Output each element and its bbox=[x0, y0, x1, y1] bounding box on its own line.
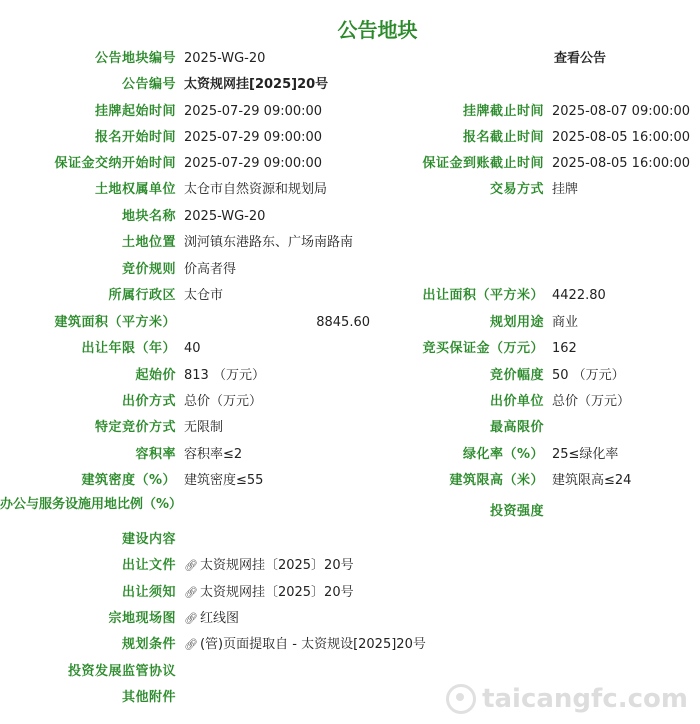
attachment-site-map[interactable] bbox=[184, 606, 239, 632]
attachment-transfer-doc-label: 太资规网挂〔2025〕20号 bbox=[199, 558, 354, 573]
value-planned-use: 商业 bbox=[552, 315, 579, 330]
label-investment-intensity: 投资强度 bbox=[489, 504, 544, 519]
label-site-map: 宗地现场图 bbox=[108, 611, 176, 626]
row-office-ratio bbox=[0, 496, 700, 530]
label-signup-start: 报名开始时间 bbox=[94, 130, 176, 145]
attachment-transfer-doc[interactable] bbox=[184, 553, 354, 579]
label-bidding-rule: 竞价规则 bbox=[121, 262, 176, 277]
value-deposit-end: 2025-08-05 16:00:00 bbox=[552, 156, 691, 171]
label-land-area: 出让面积（平方米） bbox=[422, 288, 544, 303]
row-bidding-rule bbox=[0, 257, 700, 283]
label-office-ratio: 办公与服务设施用地比例（%） bbox=[0, 497, 183, 512]
label-planning: 规划条件 bbox=[121, 637, 176, 652]
label-deposit-start: 保证金交纳开始时间 bbox=[54, 156, 176, 171]
label-other: 其他附件 bbox=[121, 690, 176, 705]
attachment-transfer-notice[interactable] bbox=[184, 580, 354, 606]
row-district bbox=[0, 283, 700, 309]
row-location bbox=[0, 230, 700, 256]
label-trade-method: 交易方式 bbox=[489, 182, 544, 197]
value-start-price: 813 （万元） bbox=[184, 368, 265, 383]
value-increment: 50 （万元） bbox=[552, 368, 625, 383]
label-listing-end: 挂牌截止时间 bbox=[462, 104, 544, 119]
attachment-planning-label: (管)页面提取自 - 太资规设[2025]20号 bbox=[199, 637, 426, 652]
row-far bbox=[0, 442, 700, 468]
label-term: 出让年限（年） bbox=[81, 341, 176, 356]
row-invest-agreement bbox=[0, 659, 700, 685]
row-density bbox=[0, 468, 700, 494]
label-building-area: 建筑面积（平方米） bbox=[54, 315, 176, 330]
row-deposit bbox=[0, 151, 700, 177]
value-parcel-name: 2025-WG-20 bbox=[184, 209, 266, 224]
label-parcel-name: 地块名称 bbox=[121, 209, 176, 224]
value-location: 浏河镇东港路东、广场南路南 bbox=[184, 235, 354, 250]
value-listing-end: 2025-08-07 09:00:00 bbox=[552, 104, 691, 119]
row-parcel-name bbox=[0, 204, 700, 230]
label-district: 所属行政区 bbox=[108, 288, 176, 303]
value-parcel-no: 2025-WG-20 bbox=[184, 51, 266, 66]
page-title: 公告地块 bbox=[337, 18, 418, 42]
row-construction bbox=[0, 527, 700, 553]
value-notice-no: 太资规网挂[2025]20号 bbox=[184, 77, 329, 92]
value-land-area: 4422.80 bbox=[552, 288, 606, 303]
label-special-bid: 特定竞价方式 bbox=[94, 420, 176, 435]
row-notice-no bbox=[0, 72, 700, 98]
attachment-site-map-label: 红线图 bbox=[199, 611, 239, 626]
label-bid-deposit: 竞买保证金（万元） bbox=[422, 341, 544, 356]
watermark bbox=[446, 684, 688, 714]
label-transfer-notice: 出让须知 bbox=[121, 585, 176, 600]
label-height-limit: 建筑限高（米） bbox=[449, 473, 544, 488]
label-parcel-no: 公告地块编号 bbox=[94, 51, 176, 66]
value-green-rate: 25≤绿化率 bbox=[552, 447, 619, 462]
row-planning bbox=[0, 632, 700, 658]
label-start-price: 起始价 bbox=[135, 368, 176, 383]
value-height-limit: 建筑限高≤24 bbox=[552, 473, 632, 488]
watermark-logo-icon bbox=[446, 684, 476, 714]
label-planned-use: 规划用途 bbox=[489, 315, 544, 330]
view-notice-link[interactable]: 查看公告 bbox=[553, 51, 606, 66]
label-increment: 竞价幅度 bbox=[489, 368, 544, 383]
row-signup bbox=[0, 125, 700, 151]
label-far: 容积率 bbox=[135, 447, 176, 462]
value-special-bid: 无限制 bbox=[184, 420, 224, 435]
value-deposit-start: 2025-07-29 09:00:00 bbox=[184, 156, 323, 171]
value-bidding-rule: 价高者得 bbox=[184, 262, 237, 277]
label-location: 土地位置 bbox=[121, 235, 176, 250]
row-transfer-notice bbox=[0, 580, 700, 606]
paperclip-icon: 🔗︎ bbox=[184, 612, 198, 625]
row-listing bbox=[0, 99, 700, 125]
value-building-area: 8845.60 bbox=[316, 315, 370, 330]
label-signup-end: 报名截止时间 bbox=[462, 130, 544, 145]
label-notice-no: 公告编号 bbox=[121, 77, 176, 92]
label-construction: 建设内容 bbox=[121, 532, 176, 547]
row-land-unit bbox=[0, 177, 700, 203]
row-building-area bbox=[0, 310, 700, 336]
paperclip-icon: 🔗︎ bbox=[184, 638, 198, 651]
row-site-map bbox=[0, 606, 700, 632]
attachment-transfer-notice-label: 太资规网挂〔2025〕20号 bbox=[199, 585, 354, 600]
label-density: 建筑密度（%） bbox=[81, 473, 176, 488]
value-bid-deposit: 162 bbox=[552, 341, 577, 356]
value-bid-method: 总价（万元） bbox=[184, 394, 263, 409]
row-bid-method bbox=[0, 389, 700, 415]
value-term: 40 bbox=[184, 341, 201, 356]
row-special-bid bbox=[0, 415, 700, 441]
label-green-rate: 绿化率（%） bbox=[462, 447, 544, 462]
label-bid-method: 出价方式 bbox=[121, 394, 176, 409]
value-far: 容积率≤2 bbox=[184, 447, 243, 462]
value-listing-start: 2025-07-29 09:00:00 bbox=[184, 104, 323, 119]
watermark-text: taicangfc.com bbox=[482, 684, 688, 714]
row-transfer-doc bbox=[0, 553, 700, 579]
row-term bbox=[0, 336, 700, 362]
label-invest-agreement: 投资发展监管协议 bbox=[67, 664, 176, 679]
label-bid-unit: 出价单位 bbox=[489, 394, 544, 409]
row-start-price bbox=[0, 363, 700, 389]
paperclip-icon: 🔗︎ bbox=[184, 586, 198, 599]
row-parcel-no bbox=[0, 46, 700, 72]
value-signup-start: 2025-07-29 09:00:00 bbox=[184, 130, 323, 145]
label-max-price: 最高限价 bbox=[489, 420, 544, 435]
label-transfer-doc: 出让文件 bbox=[121, 558, 176, 573]
label-land-unit: 土地权属单位 bbox=[94, 182, 176, 197]
value-trade-method: 挂牌 bbox=[552, 182, 579, 197]
label-deposit-end: 保证金到账截止时间 bbox=[422, 156, 544, 171]
value-district: 太仓市 bbox=[184, 288, 224, 303]
paperclip-icon: 🔗︎ bbox=[184, 559, 198, 572]
value-signup-end: 2025-08-05 16:00:00 bbox=[552, 130, 691, 145]
label-listing-start: 挂牌起始时间 bbox=[94, 104, 176, 119]
attachment-planning[interactable] bbox=[184, 632, 426, 658]
value-bid-unit: 总价（万元） bbox=[552, 394, 631, 409]
value-density: 建筑密度≤55 bbox=[184, 473, 264, 488]
value-land-unit: 太仓市自然资源和规划局 bbox=[184, 182, 328, 197]
